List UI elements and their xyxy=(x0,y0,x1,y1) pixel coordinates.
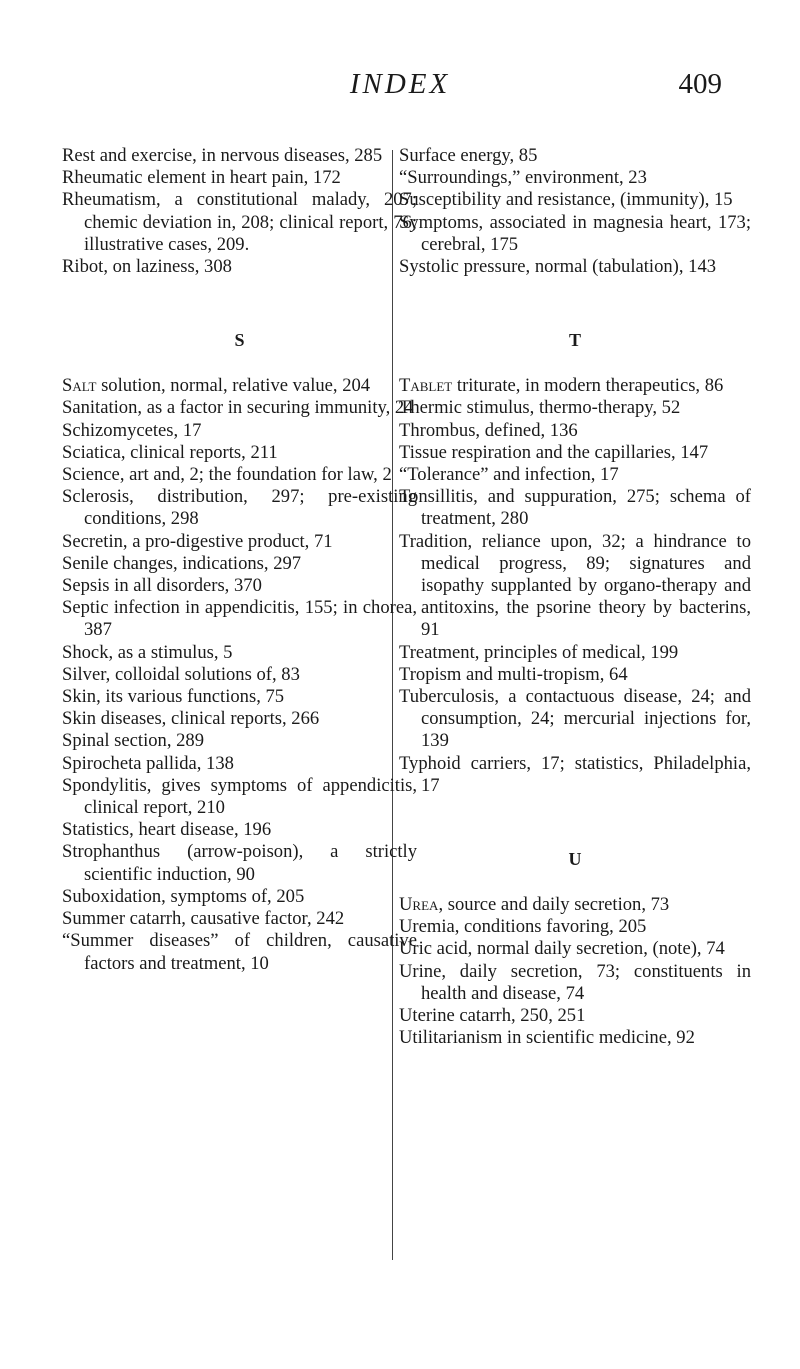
t-entries xyxy=(399,375,751,797)
index-entry: Tuberculosis, a contactuous disease, 24; and consumption, 24; mercurial injections for, 139 xyxy=(399,686,751,752)
index-entry: Thrombus, defined, 136 xyxy=(399,419,578,441)
index-entry: Spondylitis, gives symptoms of appendicitis, clinical report, 210 xyxy=(62,774,417,819)
index-entry: Ribot, on laziness, 308 xyxy=(62,256,232,278)
index-entry: Uric acid, normal daily secretion, (note), 74 xyxy=(399,938,725,960)
index-entry: Skin, its various functions, 75 xyxy=(62,686,285,708)
index-entry: Rest and exercise, in nervous diseases, 285 xyxy=(62,145,383,166)
index-entry: Uremia, conditions favoring, 205 xyxy=(399,916,647,938)
index-entry: Systolic pressure, normal (tabulation), 143 xyxy=(399,256,717,278)
index-entry: Shock, as a stimulus, 5 xyxy=(62,641,233,663)
index-entry: Susceptibility and resistance, (immunity), 15 xyxy=(399,189,733,211)
s-continued-entries xyxy=(399,145,751,278)
page-number: 409 xyxy=(678,68,722,100)
index-entry: Spirocheta pallida, 138 xyxy=(62,752,234,774)
entry-lead-word: Salt xyxy=(62,375,97,397)
index-entry: Tropism and multi-tropism, 64 xyxy=(399,663,628,685)
index-entry: Typhoid carriers, 17; statistics, Philadelphia, 17 xyxy=(399,752,751,796)
index-entry xyxy=(62,375,417,397)
index-entry: Spinal section, 289 xyxy=(62,730,205,752)
index-entry: Sepsis in all disorders, 370 xyxy=(62,575,262,597)
index-entry: Suboxidation, symptoms of, 205 xyxy=(62,885,305,907)
r-entries xyxy=(62,145,417,278)
index-entry: Silver, colloidal solutions of, 83 xyxy=(62,663,300,685)
s-entries xyxy=(62,375,417,974)
entry-lead-word: Tablet xyxy=(399,375,453,397)
index-entry: Secretin, a pro-digestive product, 71 xyxy=(62,530,333,552)
index-entry xyxy=(399,894,751,916)
index-entry: Rheumatic element in heart pain, 172 xyxy=(62,167,341,189)
section-letter-s: S xyxy=(234,330,245,351)
right-column xyxy=(399,145,751,1050)
index-entry: Sanitation, as a factor in securing immunity, 24 xyxy=(62,397,414,419)
index-entry: Urine, daily secretion, 73; constituents in health and disease, 74 xyxy=(399,960,751,1004)
entry-lead-word: Urea xyxy=(399,894,439,916)
section-letter-u: U xyxy=(568,849,582,870)
index-entry: Surface energy, 85 xyxy=(399,145,538,166)
entry-rest: solution, normal, relative value, 204 xyxy=(96,375,371,397)
left-column xyxy=(62,145,417,975)
index-entry: Septic infection in appendicitis, 155; in chorea, 387 xyxy=(62,597,417,641)
index-entry: Tissue respiration and the capillaries, 147 xyxy=(399,441,709,463)
index-entry: Uterine catarrh, 250, 251 xyxy=(399,1005,586,1027)
index-entry: Science, art and, 2; the foundation for law, 2 xyxy=(62,464,392,486)
index-entry: Statistics, heart disease, 196 xyxy=(62,819,272,841)
entry-rest: , source and daily secretion, 73 xyxy=(438,894,670,916)
index-entry: Utilitarianism in scientific medicine, 92 xyxy=(399,1027,695,1049)
index-entry: “Tolerance” and infection, 17 xyxy=(399,464,619,486)
running-title: INDEX xyxy=(349,68,451,100)
section-letter-t: T xyxy=(568,330,581,351)
index-entry: Symptoms, associated in magnesia heart, 173; cerebral, 175 xyxy=(399,211,751,255)
index-entry: Strophanthus (arrow-poison), a strictly scientific induction, 90 xyxy=(62,841,417,885)
index-entry: Sciatica, clinical reports, 211 xyxy=(62,441,278,463)
index-entry: Rheumatism, a constitutional malady, 207; chemic deviation in, 208; clinical report, 76; illustrative cases, 209. xyxy=(62,189,417,255)
index-entry: Skin diseases, clinical reports, 266 xyxy=(62,708,320,730)
index-entry: “Summer diseases” of children, causative factors and treatment, 10 xyxy=(62,930,417,974)
index-entry: Schizomycetes, 17 xyxy=(62,419,202,441)
index-entry: Tonsillitis, and suppuration, 275; schema of treatment, 280 xyxy=(399,486,751,530)
u-entries xyxy=(399,894,751,1049)
index-entry: Tradition, reliance upon, 32; a hindrance to medical progress, 89; signatures and isopathy supplanted by organo-therapy and antitoxins, the psorine theory by bacterins, 91 xyxy=(399,530,751,641)
index-entry: Thermic stimulus, thermo-therapy, 52 xyxy=(399,397,681,419)
index-entry: Summer catarrh, causative factor, 242 xyxy=(62,908,345,930)
index-entry: Senile changes, indications, 297 xyxy=(62,552,302,574)
index-entry xyxy=(399,375,751,397)
index-entry: “Surroundings,” environment, 23 xyxy=(399,167,647,189)
index-entry: Treatment, principles of medical, 199 xyxy=(399,641,679,663)
page-header xyxy=(0,68,800,118)
index-entry: Sclerosis, distribution, 297; pre-existing conditions, 298 xyxy=(62,486,417,530)
entry-rest: triturate, in modern therapeutics, 86 xyxy=(452,375,724,397)
